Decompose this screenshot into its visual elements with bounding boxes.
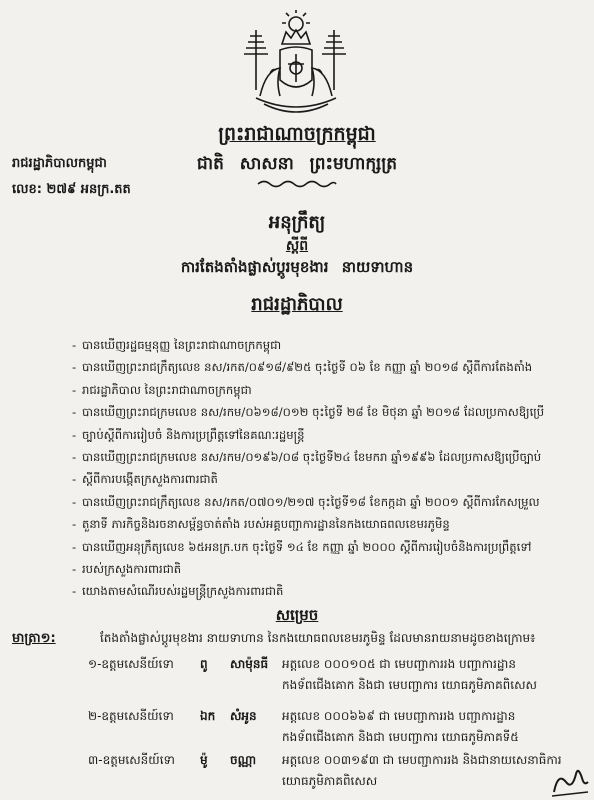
consideration-item: - យោងតាមសំណើរបស់រដ្ឋមន្ត្រីក្រសួងការពារជាតិ [72,580,550,602]
consideration-item: - បានឃើញព្រះរាជក្រឹត្យលេខ នស/រកត/០៧០១/២១៧ ចុះថ្ងៃទី១៨ ខែកក្កដា ឆ្នាំ ២០០១ ស្តីពីការកែសម្រួល [72,491,550,513]
consideration-item: - ស្តីពីការបង្កើតក្រសួងការពារជាតិ [72,468,550,490]
article-1-text: តែងតាំងផ្លាស់ប្តូរមុខងារ នាយទាហាន នៃកងយោធពលខេមរភូមិន្ទ ដែលមានរាយនាមដូចខាងក្រោម៖ [100,631,536,645]
consideration-item: - របស់ក្រសួងការពារជាតិ [72,558,550,580]
appointment-detail: កងទ័ពជើងគោក និងជា មេបញ្ជាការ យោធភូមិភាគពិសេស [282,678,537,692]
officer-given-name: ចណ្ណា [230,753,257,767]
officer-rank: ៣-ឧត្តមសេនីយ៍ទោ [88,753,175,767]
officer-given-name: សំអូន [230,709,257,723]
document-number: លេខ: ២៧៩ អនក្រ.តត [12,182,131,197]
officer-surname: ពូ [200,657,208,671]
consideration-item: - តួនាទី ភារកិច្ចនិងរចនាសម្ព័ន្ធចាត់តាំង របស់អគ្គបញ្ជាការដ្ឋាននៃកងយោធពលខេមរភូមិន្ទ [72,513,550,535]
appointment-detail: កងទ័ពជើងគោក និងជា មេបញ្ជាការ យោធភូមិភាគទី៥ [282,730,519,744]
officer-rank: ២-ឧត្តមសេនីយ៍ទោ [88,709,174,723]
consideration-item: - បានឃើញព្រះរាជក្រឹត្យលេខ នស/រកត/០៩១៨/៩២៥ ចុះថ្ងៃទី ០៦ ខែ កញ្ញា ឆ្នាំ ២០១៨ ស្តីពីការតែងតាំង [72,356,550,378]
consideration-item: - ច្បាប់ស្តីពីការរៀបចំ និងការប្រព្រឹត្តទៅនៃគណៈរដ្ឋមន្ត្រី [72,424,550,446]
ornament-divider [256,179,338,189]
about-label: ស្តីពី [285,238,309,254]
document-subject: ការតែងតាំងផ្លាស់ប្តូរមុខងារ នាយទាហាន [180,258,414,276]
kingdom-title: ព្រះរាជាណាចក្រកម្ពុជា [218,123,376,145]
appointment-entry [88,752,562,794]
consideration-item: - រាជរដ្ឋាភិបាល នៃព្រះរាជាណាចក្រកម្ពុជា [72,379,550,401]
appointment-detail: យោធភូមិភាគពិសេស [282,774,378,788]
officer-given-name: សាម៉ុនធី [230,657,269,671]
consideration-item: - បានឃើញអនុក្រឹត្យលេខ ៦៥អនក្រ.បក ចុះថ្ងៃទី ១៤ ខែ កញ្ញា ឆ្នាំ ២០០០ ស្តីពីការរៀបចំនិងការប្រព្រឹត្តទៅ [72,536,550,558]
considerations-list [72,334,550,603]
royal-emblem-icon [236,10,356,122]
document-type: អនុក្រឹត្យ [268,212,326,233]
appointment-detail: អត្តលេខ ០០៣១៩៣ ជា មេបញ្ជាការរង និងជានាយសេនាធិការ [282,753,562,767]
appointment-detail: អត្តលេខ ០០០១០៥ ជា មេបញ្ជាការរង បញ្ជាការដ្ឋាន [282,657,516,671]
handwritten-signature [548,752,592,798]
officer-surname: ឯក [200,709,216,723]
article-1-label: មាត្រា១: [12,631,56,646]
officer-surname: ម៉ូ [200,753,208,767]
appointment-entry [88,708,558,750]
appointment-entry [88,656,558,698]
officer-rank: ១-ឧត្តមសេនីយ៍ទោ [88,657,174,671]
issuer-heading: រាជរដ្ឋាភិបាល [251,294,343,315]
appointment-detail: អត្តលេខ ០០០៦៦៩ ជា មេបញ្ជាការរង បញ្ជាការដ្ឋាន [282,709,516,723]
consideration-item: - បានឃើញរដ្ឋធម្មនុញ្ញ នៃព្រះរាជាណាចក្រកម្ពុជា [72,334,550,356]
consideration-item: - បានឃើញព្រះរាជក្រមលេខ នស/រកម/០១៩៦/០៨ ចុះថ្ងៃទី២៤ ខែមករា ឆ្នាំ១៩៩៦ ដែលប្រកាសឱ្យប្រើច្បាប់ [72,446,550,468]
consideration-item: - បានឃើញព្រះរាជក្រមលេខ នស/រកម/០៦១៨/០១២ ចុះថ្ងៃទី ២៨ ខែ មិថុនា ឆ្នាំ ២០១៨ ដែលប្រកាសឱ្យប្រើ [72,401,550,423]
issuing-government: រាជរដ្ឋាភិបាលកម្ពុជា [12,156,107,171]
decision-heading: សម្រេច [275,606,319,624]
national-motto: ជាតិ សាសនា ព្រះមហាក្សត្រ [196,154,398,174]
